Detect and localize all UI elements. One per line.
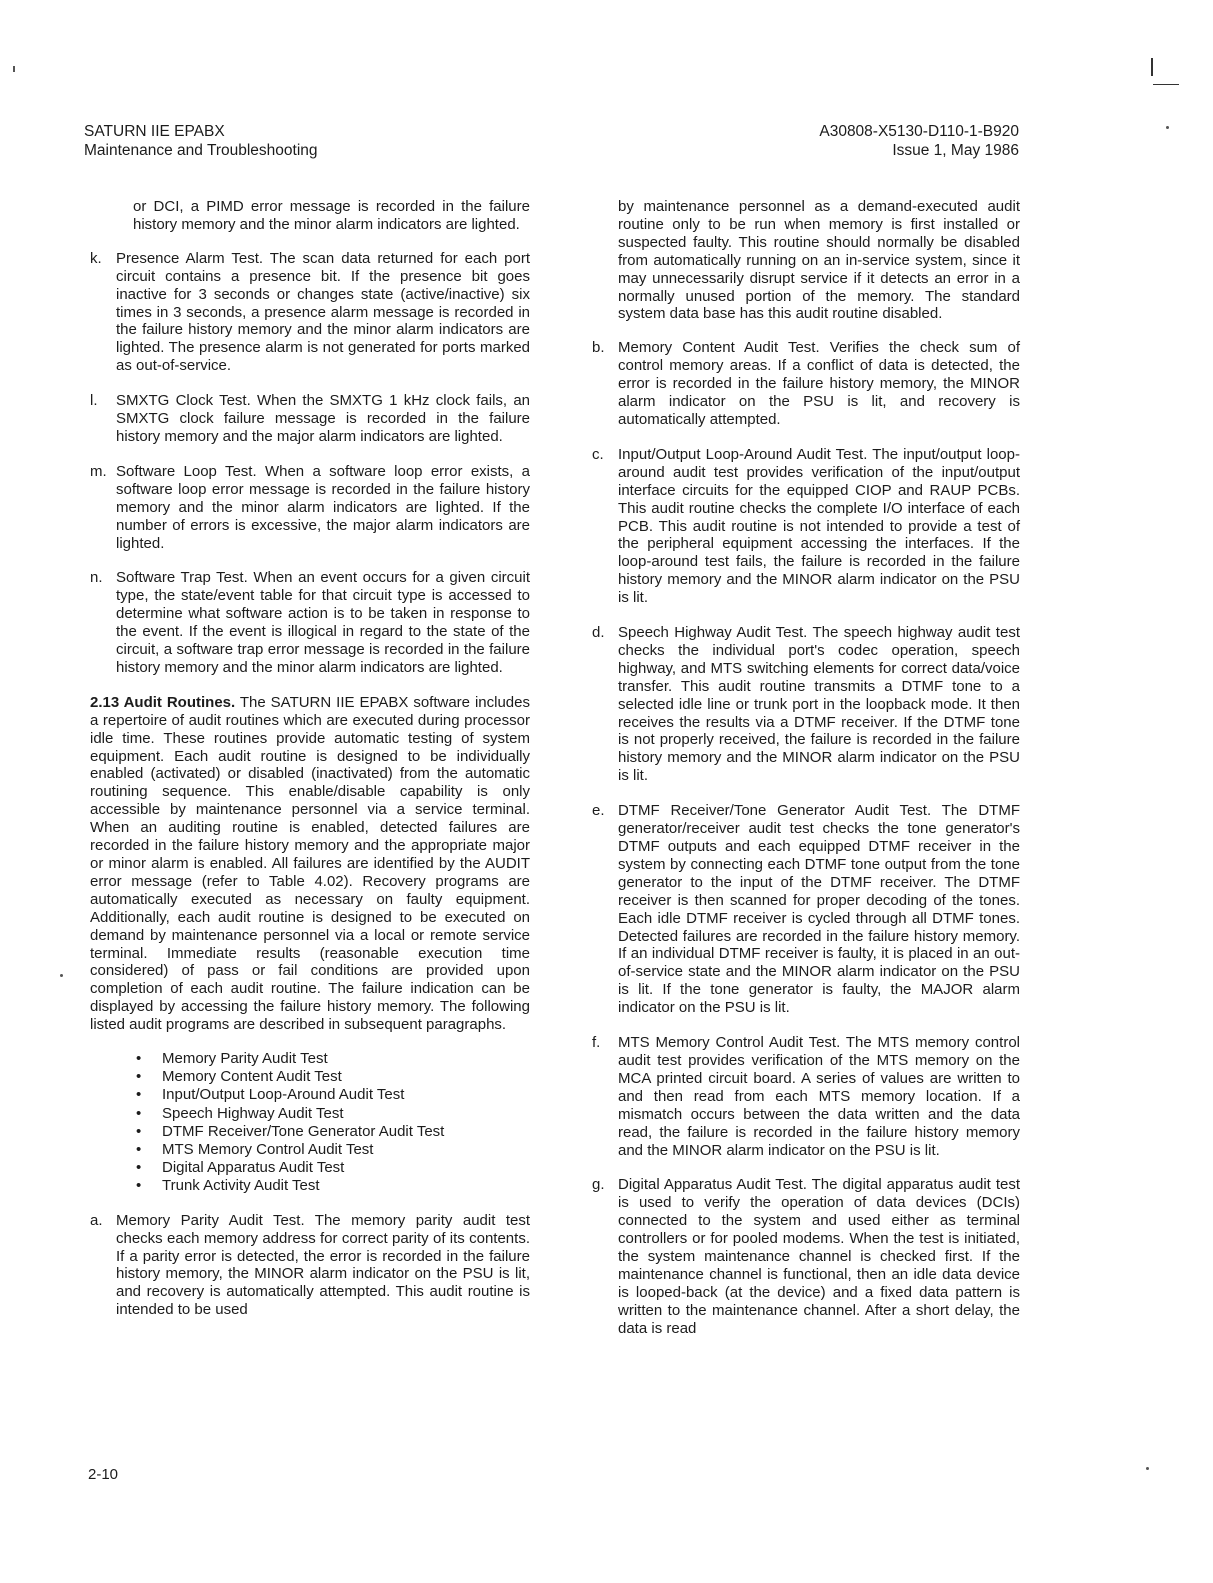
item-text: SMXTG Clock Test. When the SMXTG 1 kHz clock fails, an SMXTG clock failure message is recorded in the failure history memory and the major alarm indicators are lighted.: [116, 392, 530, 445]
header-right: [819, 122, 1019, 160]
item-marker: c.: [592, 445, 604, 463]
list-item: [592, 446, 1020, 607]
item-marker: l.: [90, 392, 98, 410]
section-heading: 2.13 Audit Routines.: [90, 693, 236, 711]
audit-list-item: • DTMF Receiver/Tone Generator Audit Test: [136, 1123, 530, 1141]
document-subtitle: Maintenance and Troubleshooting: [84, 142, 318, 159]
header-left: [84, 122, 318, 160]
audit-list-item: • MTS Memory Control Audit Test: [136, 1141, 530, 1159]
scan-mark: [1153, 84, 1179, 85]
audit-list: [136, 1050, 530, 1196]
right-column: [592, 198, 1020, 1355]
continuation-paragraph: by maintenance personnel as a demand-executed audit routine only to be run when memory is first installed or suspected faulty. This routine should normally be disabled from automatically running on an in-service system, since it may unnecessarily disrupt service if it detects an error in a normally unused portion of the memory. The standard system data base has this audit routine disabled.: [618, 198, 1020, 323]
item-marker: a.: [90, 1211, 103, 1229]
scan-mark: [1151, 58, 1153, 76]
item-text: Presence Alarm Test. The scan data returned for each port circuit contains a presence bit. If the presence bit goes inactive for 3 seconds or changes state (active/inactive) six times in 3 seconds, a presence alarm message is recorded in the failure history memory and the minor alarm indicators are lighted. The presence alarm is not generated for ports marked as out-of-service.: [116, 249, 530, 375]
list-item: [592, 1034, 1020, 1159]
list-item: [90, 463, 530, 553]
audit-list-item: • Trunk Activity Audit Test: [136, 1177, 530, 1195]
list-item: [592, 624, 1020, 785]
item-text: Memory Content Audit Test. Verifies the check sum of control memory areas. If a conflict of data is detected, the error is recorded in the failure history memory, the MINOR alarm indicator on the PSU is lit, and recovery is automatically attempted.: [618, 339, 1020, 428]
list-item: [90, 250, 530, 375]
item-text: MTS Memory Control Audit Test. The MTS memory control audit test provides verification of the MTS memory on the MCA printed circuit board. A series of values are written to and then read from each MTS memory location. If a mismatch occurs between the data written and the data read, the failure is recorded in the failure history memory and the MINOR alarm indicator on the PSU is lit.: [618, 1034, 1020, 1159]
item-marker: m.: [90, 462, 107, 480]
scan-speck: [13, 66, 15, 72]
continuation-paragraph: or DCI, a PIMD error message is recorded in the failure history memory and the minor alarm indicators are lighted.: [133, 198, 530, 233]
issue-date: Issue 1, May 1986: [892, 142, 1019, 159]
item-text: Digital Apparatus Audit Test. The digital apparatus audit test is used to verify the operation of data devices (DCIs) connected to the system and used either as terminal controllers or for pooled modems. When the test is initiated, the system maintenance channel is checked first. If the maintenance channel is functional, then an idle data device is looped-back (at the device) and a fixed data pattern is written to the maintenance channel. After a short delay, the data is read: [618, 1176, 1020, 1337]
list-item: [90, 1212, 530, 1319]
item-text: Software Loop Test. When a software loop error exists, a software loop error message is recorded in the failure history memory and the minor alarm indicators are lighted. If the number of errors is excessive, the major alarm indicators are lighted.: [116, 462, 530, 552]
left-column: [90, 198, 530, 1336]
document-number: A30808-X5130-D110-1-B920: [819, 123, 1019, 140]
audit-list-item: • Memory Parity Audit Test: [136, 1050, 530, 1068]
list-item: [90, 569, 530, 676]
document-title: SATURN IIE EPABX: [84, 123, 225, 140]
audit-list-item: • Memory Content Audit Test: [136, 1068, 530, 1086]
list-item: [90, 392, 530, 446]
item-marker: g.: [592, 1176, 605, 1194]
item-marker: e.: [592, 802, 605, 820]
section-body: The SATURN IIE EPABX software includes a repertoire of audit routines which are executed during processor idle time. These routines provide automatic testing of system equipment. Each audit routine is designed to be individually enabled (activated) or disabled (inactivated) from the automatic routining sequence. This enable/disable capability is only accessible by maintenance personnel via a service terminal. When an auditing routine is enabled, detected failures are recorded in the failure history memory and the appropriate major or minor alarm is enabled. All failures are identified by the AUDIT error message (refer to Table 4.02). Recovery programs are automatically executed as necessary on faulty equipment. Additionally, each audit routine is designed to be executed on demand by maintenance personnel via a local or remote service terminal. Immediate results (reasonable execution time considered) of pass or fail conditions are provided upon completion of each audit routine. The failure indication can be displayed by accessing the failure history memory. The following listed audit programs are described in subsequent paragraphs.: [90, 693, 530, 1034]
section-2-13: [90, 694, 530, 1034]
audit-list-item: • Input/Output Loop-Around Audit Test: [136, 1086, 530, 1104]
audit-list-item: • Speech Highway Audit Test: [136, 1105, 530, 1123]
list-item: [592, 802, 1020, 1017]
item-marker: b.: [592, 339, 605, 357]
item-marker: n.: [90, 569, 103, 587]
item-text: DTMF Receiver/Tone Generator Audit Test. The DTMF generator/receiver audit test checks the tone generator's DTMF outputs and each equipped DTMF receiver in the system by connecting each DTMF tone output from the tone generator to the input of the DTMF receiver. The DTMF receiver is then scanned for proper decoding of the tones. Each idle DTMF receiver is cycled through all DTMF tones. Detected failures are recorded in the failure history memory. If an individual DTMF receiver is faulty, it is placed in an out-of-service state and the MINOR alarm indicator on the PSU is lit. If the tone generator is faulty, the MAJOR alarm indicator on the PSU is lit.: [618, 802, 1020, 1017]
item-text: Software Trap Test. When an event occurs for a given circuit type, the state/event table for that circuit type is accessed to determine what software action is to be taken in response to the event. If the event is illogical in regard to the state of the circuit, a software trap error message is recorded in the failure history memory and the minor alarm indicators are lighted.: [116, 569, 530, 676]
list-item: [592, 1176, 1020, 1337]
list-item: [592, 339, 1020, 429]
item-text: Memory Parity Audit Test. The memory parity audit test checks each memory address for correct parity of its contents. If a parity error is detected, the error is recorded in the failure history memory, the MINOR alarm indicator on the PSU is lit, and recovery is automatically attempted. This audit routine is intended to be used: [116, 1211, 530, 1319]
item-marker: d.: [592, 624, 605, 642]
scan-speck: [1166, 126, 1169, 129]
scan-speck: [1146, 1467, 1149, 1470]
scan-speck: [60, 974, 63, 977]
audit-list-item: • Digital Apparatus Audit Test: [136, 1159, 530, 1177]
item-text: Speech Highway Audit Test. The speech highway audit test checks the individual port's codec operation, speech highway, and MTS switching elements for correct data/voice transfer. This audit routine transmits a DTMF tone to a selected idle line or trunk port in the loopback mode. It then receives the results via a DTMF receiver. If the DTMF tone is not properly received, the failure is recorded in the failure history memory and the MINOR alarm indicator on the PSU is lit.: [618, 624, 1020, 785]
item-marker: k.: [90, 249, 102, 267]
page-number: 2-10: [88, 1466, 119, 1483]
item-text: Input/Output Loop-Around Audit Test. The input/output loop-around audit test provides verification of the input/output interface circuits for the equipped CIOP and RAUP PCBs. This audit routine checks the complete I/O interface of each PCB. This audit routine is not intended to provide a test of the peripheral equipment accessing the interfaces. If the loop-around test fails, the failure is recorded in the failure history memory and the MINOR alarm indicator on the PSU is lit.: [618, 445, 1020, 607]
item-marker: f.: [592, 1034, 601, 1052]
